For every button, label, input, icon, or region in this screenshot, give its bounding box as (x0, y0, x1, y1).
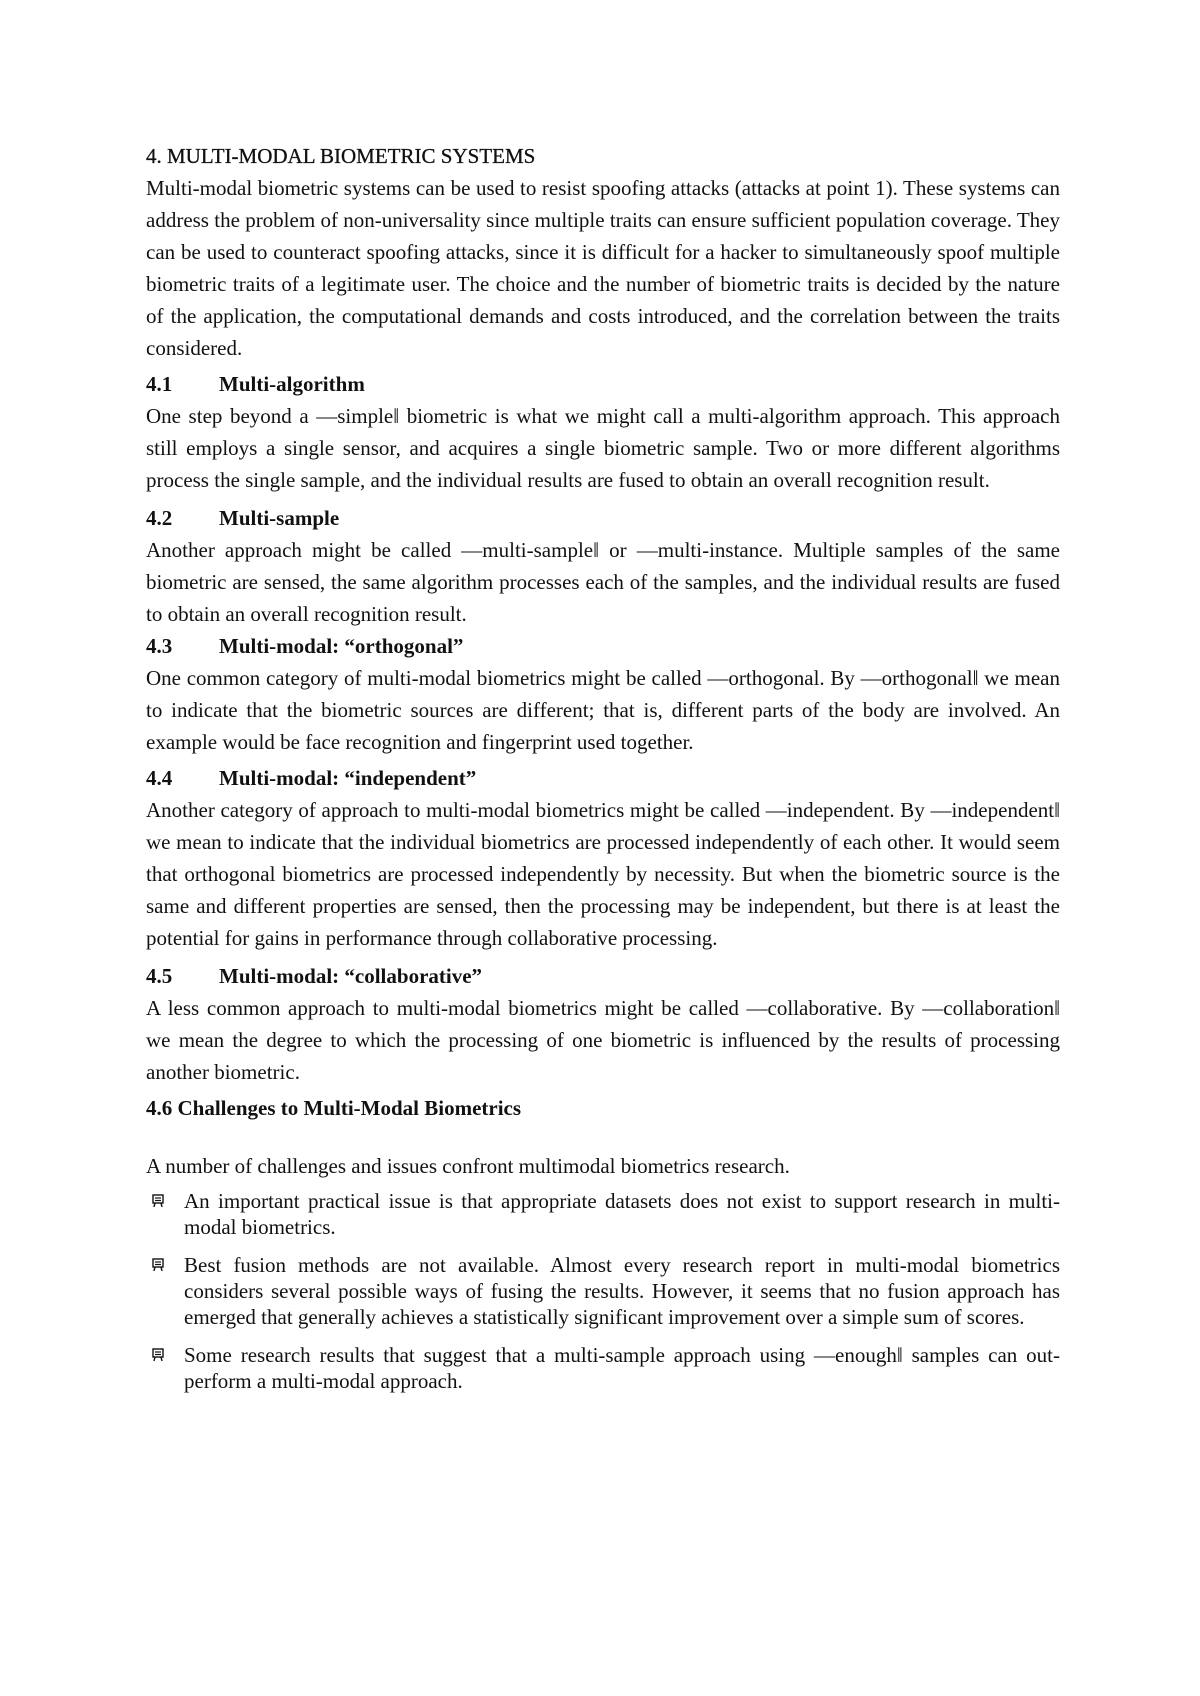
subsection-heading-4-4 (146, 762, 1060, 794)
subsection-heading-4-1 (146, 368, 1060, 400)
challenges-heading: 4.6 Challenges to Multi-Modal Biometrics (146, 1096, 522, 1120)
section-title: 4. MULTI-MODAL BIOMETRIC SYSTEMS (146, 144, 536, 168)
list-item-text: An important practical issue is that appropriate datasets does not exist to support research in multi-modal biometrics. (184, 1189, 1060, 1239)
subsection-title: Multi-modal: “orthogonal” (219, 634, 464, 658)
document-page (146, 140, 1060, 1406)
subsection-heading-4-2 (146, 502, 1060, 534)
list-item-text: Best fusion methods are not available. Almost every research report in multi-modal biometrics considers several possible ways of fusing the results. However, it seems that no fusion approach has emerged that generally achieves a statistically significant improvement over a simple sum of scores. (184, 1253, 1060, 1329)
subsection-number: 4.5 (146, 964, 173, 988)
subsection-body-4-1: One step beyond a ―simple‖ biometric is what we might call a multi-algorithm approach. This approach still employs a single sensor, and acquires a single biometric sample. Two or more different algorithms process the single sample, and the individual results are fused to obtain an overall recognition result. (146, 404, 1060, 492)
bullet-glyph-icon (152, 1258, 164, 1272)
subsection-number: 4.2 (146, 506, 173, 530)
list-item (146, 1188, 1060, 1240)
subsection-body-4-2: Another approach might be called ―multi-sample‖ or ―multi-instance. Multiple samples of the same biometric are sensed, the same algorithm processes each of the samples, and the individual results are fused to obtain an overall recognition result. (146, 538, 1060, 626)
list-item (146, 1342, 1060, 1394)
bullet-glyph-icon (152, 1194, 164, 1208)
subsection-body-4-3: One common category of multi-modal biometrics might be called ―orthogonal. By ―orthogonal‖ we mean to indicate that the biometric sources are different; that is, different parts of the body are involved. An example would be face recognition and fingerprint used together. (146, 666, 1060, 754)
subsection-title: Multi-algorithm (219, 372, 365, 396)
subsection-heading-4-5 (146, 960, 1060, 992)
subsection-heading-4-3 (146, 630, 1060, 662)
subsection-number: 4.3 (146, 634, 173, 658)
subsection-number: 4.1 (146, 372, 173, 396)
subsection-title: Multi-sample (219, 506, 340, 530)
subsection-title: Multi-modal: “collaborative” (219, 964, 483, 988)
challenges-intro: A number of challenges and issues confront multimodal biometrics research. (146, 1154, 790, 1178)
list-item (146, 1252, 1060, 1330)
challenges-list (146, 1188, 1060, 1394)
subsection-title: Multi-modal: “independent” (219, 766, 477, 790)
subsection-body-4-4: Another category of approach to multi-modal biometrics might be called ―independent. By ―independent‖ we mean to indicate that the individual biometrics are processed independently of each other. It would seem that orthogonal biometrics are processed independently by necessity. But when the biometric source is the same and different properties are sensed, then the processing may be independent, but there is at least the potential for gains in performance through collaborative processing. (146, 798, 1060, 950)
subsection-number: 4.4 (146, 766, 173, 790)
section-intro: Multi-modal biometric systems can be used to resist spoofing attacks (attacks at point 1). These systems can address the problem of non-universality since multiple traits can ensure sufficient population coverage. They can be used to counteract spoofing attacks, since it is difficult for a hacker to simultaneously spoof multiple biometric traits of a legitimate user. The choice and the number of biometric traits is decided by the nature of the application, the computational demands and costs introduced, and the correlation between the traits considered. (146, 176, 1060, 360)
list-item-text: Some research results that suggest that a multi-sample approach using ―enough‖ samples can out-perform a multi-modal approach. (184, 1343, 1060, 1393)
subsection-body-4-5: A less common approach to multi-modal biometrics might be called ―collaborative. By ―collaboration‖ we mean the degree to which the processing of one biometric is influenced by the results of processing another biometric. (146, 996, 1060, 1084)
bullet-glyph-icon (152, 1348, 164, 1362)
